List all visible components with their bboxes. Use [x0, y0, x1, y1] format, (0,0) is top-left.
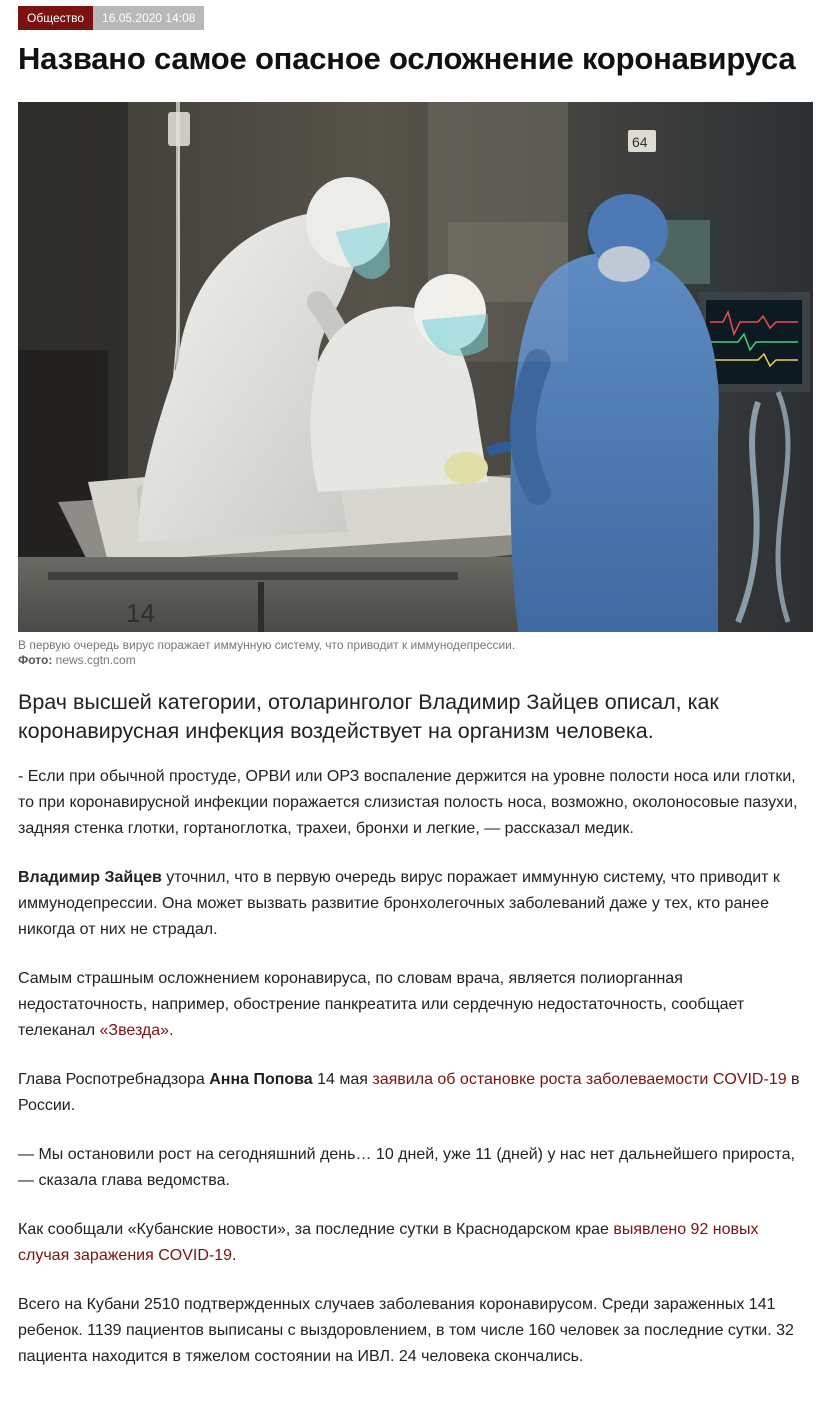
photo-credit-label: Фото: — [18, 653, 53, 667]
new-cases-link[interactable]: выявлено 92 новых случая заражения COVID-19 — [18, 1221, 759, 1264]
paragraph-4-pre: Глава Роспотребнадзора — [18, 1071, 210, 1088]
bed-marker-label: 64 — [632, 134, 648, 150]
publish-date: 16.05.2020 14:08 — [93, 6, 204, 30]
paragraph-3-text: Самым страшным осложнением коронавируса, по словам врача, является полиорганная недостаточность, например, обострение панкреатита или сердечную недостаточность, сообщает телеканал — [18, 970, 745, 1039]
photo-caption — [18, 638, 813, 668]
article-lead: Врач высшей категории, отоларинголог Владимир Зайцев описал, как коронавирусная инфекция воздействует на организм человека. — [18, 690, 719, 743]
hospital-ward-photo — [18, 102, 813, 632]
photo-credit-source: news.cgtn.com — [55, 653, 136, 667]
paragraph-2-text: уточнил, что в первую очередь вирус поражает иммунную систему, что приводит к иммунодепрессии. Она может вызвать развитие бронхолегочных заболеваний даже у тех, кто ранее никогда от них не страдал. — [18, 869, 780, 938]
paragraph-1: - Если при обычной простуде, ОРВИ или ОРЗ воспаление держится на уровне полости носа или глотки, то при коронавирусной инфекции поражается слизистая полость носа, возможно, околоносовые пазухи, задняя стенка глотки, гортаноглотка, трахеи, бронхи и легкие, — рассказал медик. — [18, 768, 798, 837]
article-photo — [18, 102, 813, 632]
bed-number-label: 14 — [126, 598, 155, 628]
person-name: Анна Попова — [209, 1071, 313, 1088]
photo-credit — [18, 653, 813, 668]
article-body — [18, 764, 813, 1393]
paragraph-6-pre: Как сообщали «Кубанские новости», за последние сутки в Краснодарском крае — [18, 1221, 614, 1238]
article-title: Названо самое опасное осложнение коронавируса — [18, 41, 796, 76]
paragraph-5: — Мы остановили рост на сегодняшний день… 10 дней, уже 11 (дней) у нас нет дальнейшего прироста, — сказала глава ведомства. — [18, 1146, 795, 1189]
paragraph-4-end: в России. — [18, 1071, 800, 1114]
photo-caption-text: В первую очередь вирус поражает иммунную систему, что приводит к иммунодепрессии. — [18, 638, 516, 652]
paragraph-3 — [18, 966, 813, 1044]
covid-statement-link[interactable]: заявила об остановке роста заболеваемости COVID-19 — [372, 1071, 787, 1088]
paragraph-4 — [18, 1067, 813, 1119]
person-name: Владимир Зайцев — [18, 869, 162, 886]
paragraph-6 — [18, 1217, 813, 1269]
paragraph-2 — [18, 865, 813, 943]
rubric-badge[interactable]: Общество — [18, 6, 93, 30]
zvezda-link[interactable]: «Звезда» — [99, 1022, 170, 1039]
article-meta — [18, 6, 204, 30]
paragraph-3-end: . — [169, 1022, 174, 1039]
paragraph-6-end: . — [232, 1247, 237, 1264]
paragraph-7: Всего на Кубани 2510 подтвержденных случаев заболевания коронавирусом. Среди зараженных 141 ребенок. 1139 пациентов выписаны с выздоровлением, в том числе 160 человек за последние сутки. 32 пациента находится в тяжелом состоянии на ИВЛ. 24 человека скончались. — [18, 1296, 794, 1365]
paragraph-4-mid: 14 мая — [312, 1071, 373, 1088]
